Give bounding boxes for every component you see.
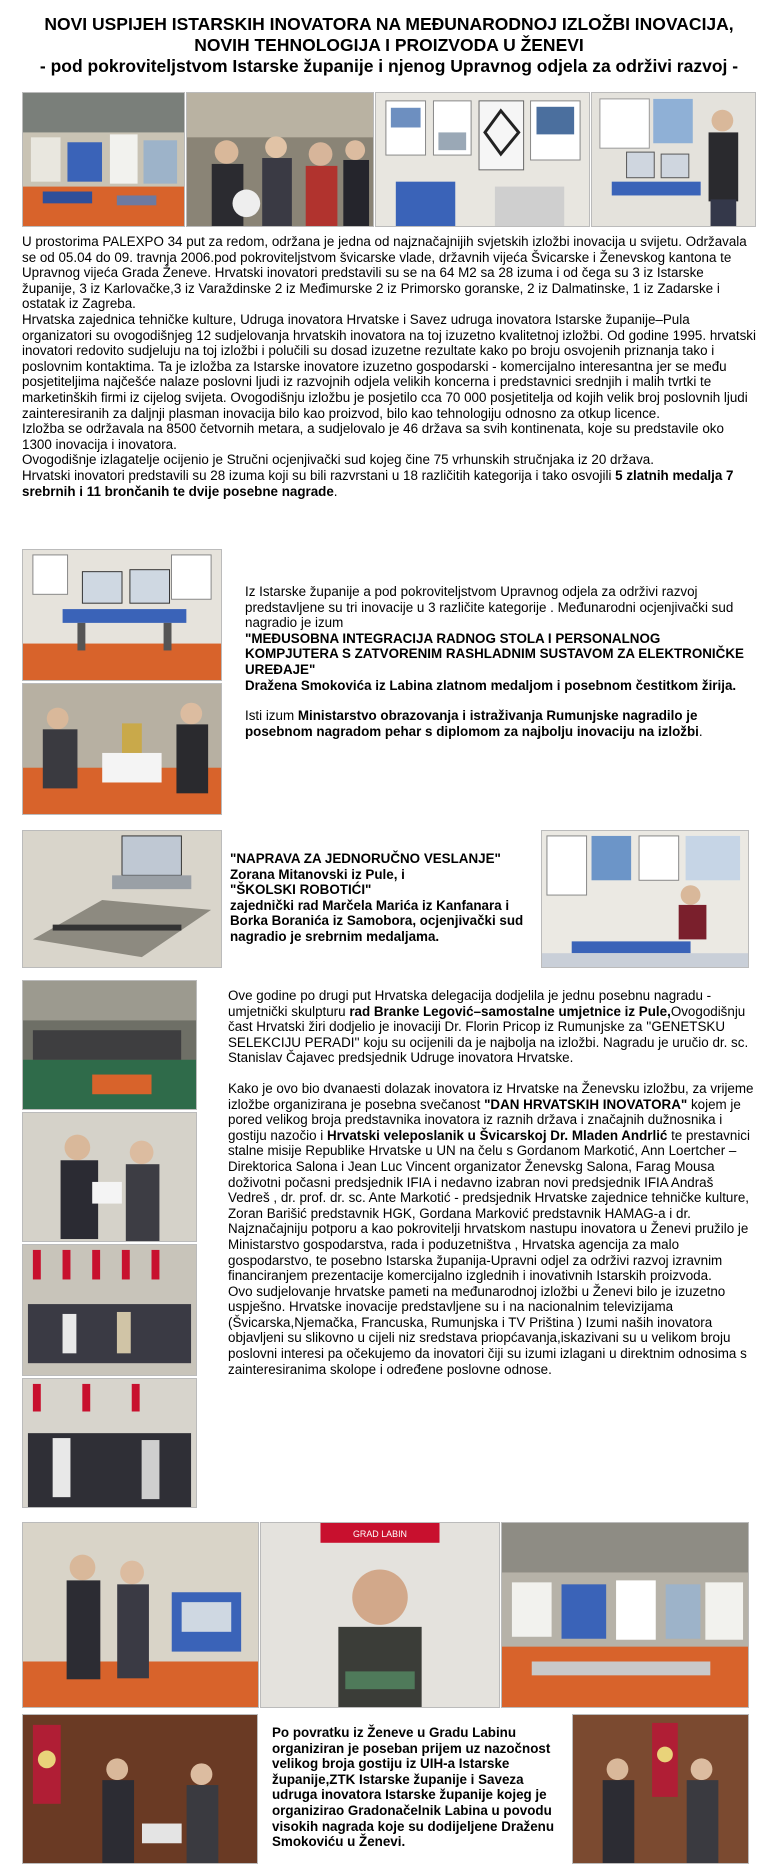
invention-title-desk: "MEĐUSOBNA INTEGRACIJA RADNOG STOLA I PERSONALNOG KOMPJUTERA S ZATVORENIM RASHLADNIM SUSTAVOM ZA ELEKTRONIČKE UREĐAJE" (245, 630, 744, 677)
ambassador-name: Hrvatski veleposlanik u Švicarskoj Dr. Mladen Andrlić (327, 1127, 668, 1143)
croatian-day-title: "DAN HRVATSKIH INOVATORA" (484, 1096, 688, 1112)
photo-crowd-visitors (186, 92, 374, 227)
title-line-3: - pod pokroviteljstvom Istarske županije i njenog Upravnog odjela za održivi razvoj - (39, 56, 739, 76)
silver-medal-text: zajednički rad Marčela Marića iz Kanfanara i Borka Boranića iz Samobora, ocjenjivački sud nagradio je srebrnim medaljama. (230, 897, 524, 944)
inventor-mitanovski: Zorana Mitanovski iz Pule, i (230, 866, 405, 882)
croatian-day-mid: kojem je pored velikog broja predstavnika inovatora iz raznih država i značajnih dužnosnika i gostiju nazočio i (228, 1096, 741, 1143)
gold-medal-winner: Dražena Smokovića iz Labina zlatnom medaljom i posebnom čestitkom žirija. (245, 677, 737, 693)
sculpture-rest: Ovogodišnju čast Hrvatski žiri dodjelio je inovaciji Dr. Florin Pricop iz Rumunjske za ''GENETSKU SELEKCIJU PERADI'' koju su ocijenili da je najbolja na izložbi. Nagradu je uručio dr. sc. Stanislav Čajavec predsjednik Udruge inovatora Hrvatske. (228, 1003, 749, 1066)
photo-audience-hall (22, 980, 197, 1110)
medals-summary: 5 zlatnih medalja 7 srebrnih i 11 brončanih te dvije posebne nagrade (22, 467, 734, 499)
labin-reception-text: Po povratku iz Ženeve u Gradu Labinu organiziran je poseban prijem uz nazočnost velikog broja gostiju iz UIH-a Istarske županije,ZTK Istarske županije i Saveza udruga inovatora Istarske županije kojeg je organizirao Gradonačelnik Labina u povodu visokih nagrada koje su dodijeljene Draženu Smokoviću u Ženevi. (272, 1725, 555, 1850)
photo-integrated-desk-computer (22, 549, 222, 681)
intro-text (22, 234, 757, 499)
intro-paragraph-1: U prostorima PALEXPO 34 put za redom, održana je jedna od najznačajnijih svjetskih izložbi inovacija u svijetu. Održavala se od 05.04 do 09. travnja 2006.pod pokroviteljstvom švicarske vlade, državnih vijeća Švicarske i Ženevskog kantona te Upravnog vijeća Grada Ženeve. Hrvatski inovatori predstavili su se na 64 M2 sa 28 izuma i od čega su 3 iz Istarske županije, 3 iz Karlovačke,3 iz Varaždinske 2 iz Međimurske 2 iz Primorsko goranske, 2 iz Dalmatinske, 1 iz Zadarske i ostatak iz Zagreba. (22, 234, 747, 312)
croatian-day-lead: Kako je ovo bio dvanaesti dolazak inovatora iz Hrvatske na Ženevsku izložbu, za vrijeme izložbe organizirana je posebna svečanost (228, 1080, 754, 1112)
photo-croatian-booth (541, 830, 749, 968)
intro-p5-end: . (333, 483, 338, 499)
intro-paragraph-2: Hrvatska zajednica tehničke kulture, Udruga inovatora Hrvatske i Savez udruga inovatora Istarske županije–Pula organizatori su ovogodišnjeg 12 sudjelovanja hrvatskih inovatora na toj izuzetno kvalitetnoj izložbi. Od godine 1995. hrvatski inovatori redovito sudjeluju na toj izložbi i polučili su dosad izuzetne rezultate kako po broju osvojenih priznanja tako i poslovnim kontaktima. Ta je izložba za Istarske inovatore izuzetno gospodarski - komercijalno interesantna jer se među posjetiteljima najčešće nalaze poslovni ljudi iz razvojnih odjela velikih koncerna i predstavnici srednjih i malih tvrtki te marketinških firmi iz cijelog svijeta. Ovogodišnju izložbu je posjetilo cca 70 000 posjetitelja od kojih velik broj poslovnih ljudi zainteresiranih za daljnji plasman inovacija bilo kao proizvod, bilo kao tehnologiju odnosno za otkup licence. (22, 311, 756, 421)
intro-paragraph-3: Izložba se održavala na 8500 četvornih metara, a sudjelovalo je 46 država sa svih kontinenata, koje su predstavile oko 1300 inovacija i inovatora. (22, 421, 724, 452)
banner-sign: GRAD LABIN (352, 1528, 408, 1539)
photo-booth-posters (375, 92, 590, 227)
photo-speech-ceremony (22, 1112, 197, 1242)
intro-paragraph-4: Ovogodišnje izlagatelje ocijenio je Stručni ocjenjivački sud kojeg čine 75 vrhunskih stručnjaka iz 20 država. (22, 452, 654, 468)
photo-rowing-device (22, 830, 222, 968)
romania-award (245, 708, 757, 739)
invention-rowing: "NAPRAVA ZA JEDNORUČNO VESLANJE" (230, 851, 501, 866)
gold-intro: Iz Istarske županije a pod pokroviteljstvom Upravnog odjela za održivi razvoj predstavljene su tri inovacije u 3 različite kategorije . Međunarodni ocjenjivački sud nagradio je izum (245, 584, 734, 631)
photo-delegation-flags (22, 1244, 197, 1376)
photo-labin-reception (22, 1714, 258, 1864)
sponsors-paragraph: Najznačajniju potporu a kao pokrovitelji hrvatskom nastupu inovatora u Ženevi pružilo je Ministarstvo gospodarstva, rada i poduzetništva , Hrvatska agencija za malo gospodarstvo, te posebno Istarska županija-Upravni odjel za održivi razvoj izravnim financiranjem prezentacije komercijalno izglednih i inovativnih Istarskih proizvoda. (228, 1221, 749, 1284)
title-line-1: NOVI USPIJEH ISTARSKIH INOVATORA NA MEĐUNARODNOJ IZLOŽBI INOVACIJA, (44, 14, 734, 34)
invention-robots: "ŠKOLSKI ROBOTIĆI" (230, 882, 372, 898)
croatian-day-rest: te prestavnici stalne misije Republike Hrvatske u UN na čelu s Gordanom Markotić, Ann Loertcher – Direktorica Salona i Jean Luc Vincent organizator Ženevskg Salona, Farag Mousa doživotni počasni predsjednik IFIA i nedavno izabran novi predsjednik IFIA Andraš Vedreš , dr. prof. dr. sc. Ante Markotić - predsjednik Hrvatske zajednice tehničke kulture, Zoran Barišić predstavnik HGK, Gordana Marković predstavnik HAMAG-a i dr. (228, 1127, 750, 1221)
sculpture-artist: rad Branke Legović–samostalne umjetnice iz Pule, (349, 1003, 671, 1019)
section-special-award (228, 988, 758, 1377)
section-silver-medals (230, 851, 535, 945)
photo-handshake (572, 1714, 749, 1864)
success-paragraph: Ovo sudjelovanje hrvatske pameti na međunarodnoj izložbi u Ženevi bilo je izuzetno uspješno. Hrvatske inovacije predstavljene su i na nacionalnim televizijama (Švicarska,Njemačka, Francuska, Rumunjska i TV Priština ) Izumi naših inovatora objavljeni su slikovno u cijeli niz sredstava priopćavanja,iskazivani su u velikom broju poslovni interesi pa očekujemo da inovatori čiji su izumi izlagani u direktnim odnosima s zainteresiranima skolope i određene poslovne odnose. (228, 1283, 747, 1377)
title-line-2: NOVIH TEHNOLOGIJA I PROIZVODA U ŽENEVI (194, 35, 584, 55)
photo-exhibition-hall (22, 92, 185, 227)
photo-inventor-at-booth (591, 92, 756, 227)
photo-booth-visitors (22, 1522, 259, 1708)
romania-award-end: . (698, 723, 703, 739)
photo-man-with-award (260, 1522, 500, 1708)
page-title (0, 14, 778, 77)
sculpture-lead: Ove godine po drugi put Hrvatska delegacija dodjelila je jednu posebnu nagradu -umjetnički skulpturu (228, 988, 712, 1019)
intro-paragraph-5 (22, 468, 757, 499)
croatian-day (228, 1081, 758, 1221)
photo-award-ceremony (22, 683, 222, 815)
photo-group-portrait (22, 1378, 197, 1508)
sculpture-award (228, 988, 758, 1066)
photo-exhibition-overview (501, 1522, 749, 1708)
intro-p5-text: Hrvatski inovatori predstavili su 28 izuma koji su bili razvrstani u 18 različitih kategorija i tako osvojili (22, 467, 616, 483)
section-gold-medal (245, 584, 757, 739)
section-labin-reception (272, 1725, 572, 1850)
romania-award-text: Ministarstvo obrazovanja i istraživanja Rumunjske nagradilo je posebnom nagradom pehar s diplomom za najbolju inovaciju na izložbi (245, 708, 699, 739)
romania-award-lead: Isti izum (245, 708, 298, 724)
